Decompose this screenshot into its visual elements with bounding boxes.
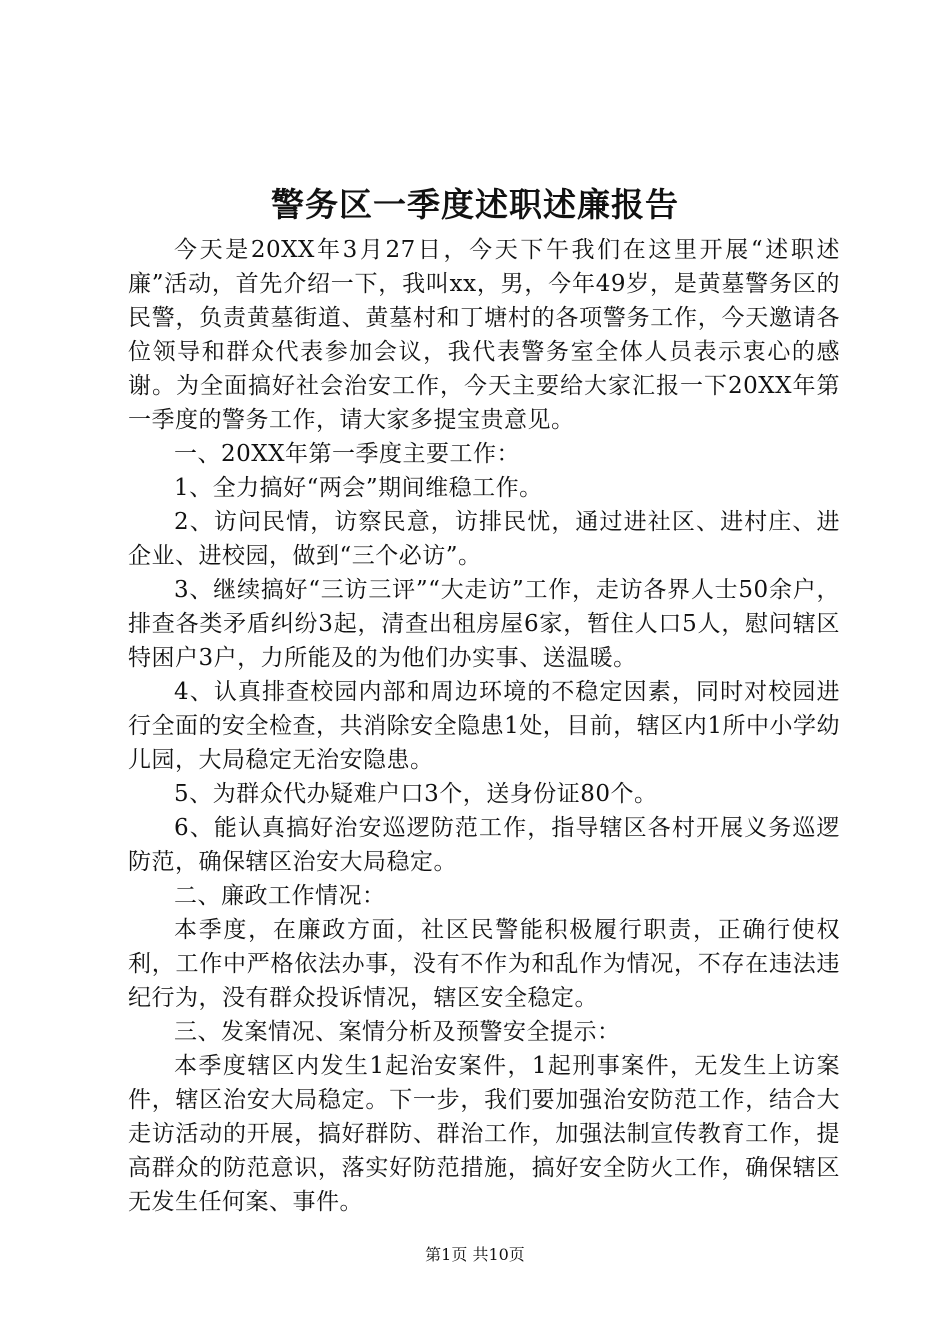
list-item-2: 2、访问民情，访察民意，访排民忧，通过进社区、进村庄、进企业、进校园，做到“三个必访”。 — [128, 509, 840, 569]
document-title: 警务区一季度述职述廉报告 — [271, 185, 679, 224]
list-item-1: 1、全力搞好“两会”期间维稳工作。 — [174, 475, 543, 501]
list-item-4: 4、认真排查校园内部和周边环境的不稳定因素，同时对校园进行全面的安全检查，共消除安全隐患1处，目前，辖区内1所中小学幼儿园，大局稳定无治安隐患。 — [128, 679, 840, 773]
paragraph-cases: 本季度辖区内发生1起治安案件，1起刑事案件，无发生上访案件，辖区治安大局稳定。下一步，我们要加强治安防范工作，结合大走访活动的开展，搞好群防、群治工作，加强法制宣传教育工作，提高群众的防范意识，落实好防范措施，搞好安全防火工作，确保辖区无发生任何案、事件。 — [128, 1053, 840, 1215]
section-heading-1: 一、20XX年第一季度主要工作： — [174, 441, 521, 467]
section-heading-3: 三、发案情况、案情分析及预警安全提示： — [174, 1019, 621, 1045]
section-heading-2: 二、廉政工作情况： — [174, 883, 386, 909]
document-body — [128, 233, 840, 1219]
paragraph-intro: 今天是20XX年3月27日，今天下午我们在这里开展“述职述廉”活动，首先介绍一下，我叫xx，男，今年49岁，是黄墓警务区的民警，负责黄墓街道、黄墓村和丁塘村的各项警务工作，今天邀请各位领导和群众代表参加会议，我代表警务室全体人员表示衷心的感谢。为全面搞好社会治安工作，今天主要给大家汇报一下20XX年第一季度的警务工作，请大家多提宝贵意见。 — [128, 237, 840, 433]
paragraph-integrity: 本季度，在廉政方面，社区民警能积极履行职责，正确行使权利，工作中严格依法办事，没有不作为和乱作为情况，不存在违法违纪行为，没有群众投诉情况，辖区安全稳定。 — [128, 917, 840, 1011]
list-item-5: 5、为群众代办疑难户口3个，送身份证80个。 — [174, 781, 658, 807]
page-number-footer: 第1页 共10页 — [425, 1245, 525, 1264]
list-item-6: 6、能认真搞好治安巡逻防范工作，指导辖区各村开展义务巡逻防范，确保辖区治安大局稳定。 — [128, 815, 840, 875]
list-item-3: 3、继续搞好“三访三评”“大走访”工作，走访各界人士50余户，排查各类矛盾纠纷3起，清查出租房屋6家，暂住人口5人，慰问辖区特困户3户，力所能及的为他们办实事、送温暖。 — [128, 577, 840, 671]
